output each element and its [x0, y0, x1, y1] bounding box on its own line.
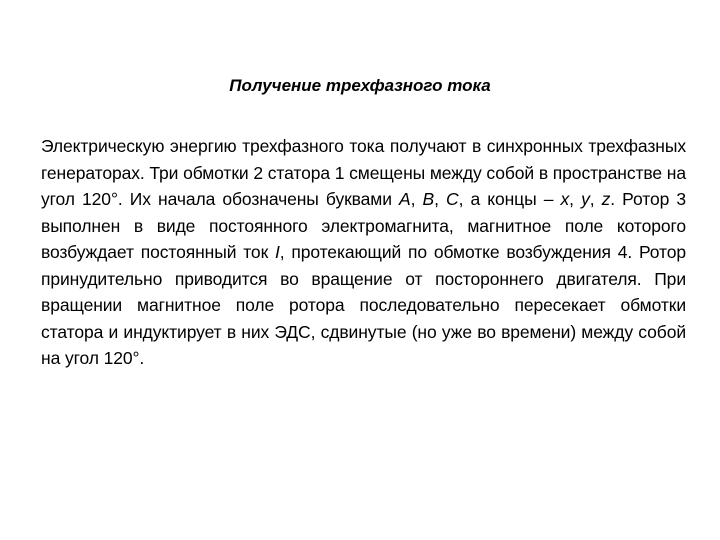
label-current-i: I — [274, 242, 280, 262]
label-z: z — [601, 189, 611, 209]
separator-2: , — [434, 189, 447, 209]
separator-3: , — [569, 189, 582, 209]
label-c: C — [446, 189, 459, 209]
paragraph-text-3: . Ротор 3 выполнен в виде постоянного электромагнита, магнитное поле которого возбуждает постоянный ток — [41, 189, 686, 262]
slide-body-paragraph — [41, 133, 686, 372]
slide-title: Получение трехфазного тока — [229, 76, 491, 95]
paragraph-text-1: Электрическую энергию трехфазного тока получают в синхронных трехфазных генераторах. Три обмотки 2 статора 1 смещены между собой в пространстве на угол 120°. Их начала обозначены буквами — [41, 136, 686, 209]
label-x: x — [560, 189, 570, 209]
label-a: A — [399, 189, 411, 209]
paragraph-text-4: , протекающий по обмотке возбуждения 4. Ротор принудительно приводится во вращение от постороннего двигателя. При вращении магнитное поле ротора последовательно пересекает обмотки статора и индуктирует в них ЭДС, сдвинутые (но уже во времени) между собой на угол 120°. — [41, 242, 686, 368]
separator-1: , — [410, 189, 423, 209]
label-y: y — [581, 189, 590, 209]
label-b: B — [422, 189, 435, 209]
paragraph-text-2: , а концы – — [458, 189, 561, 209]
separator-4: , — [589, 189, 602, 209]
